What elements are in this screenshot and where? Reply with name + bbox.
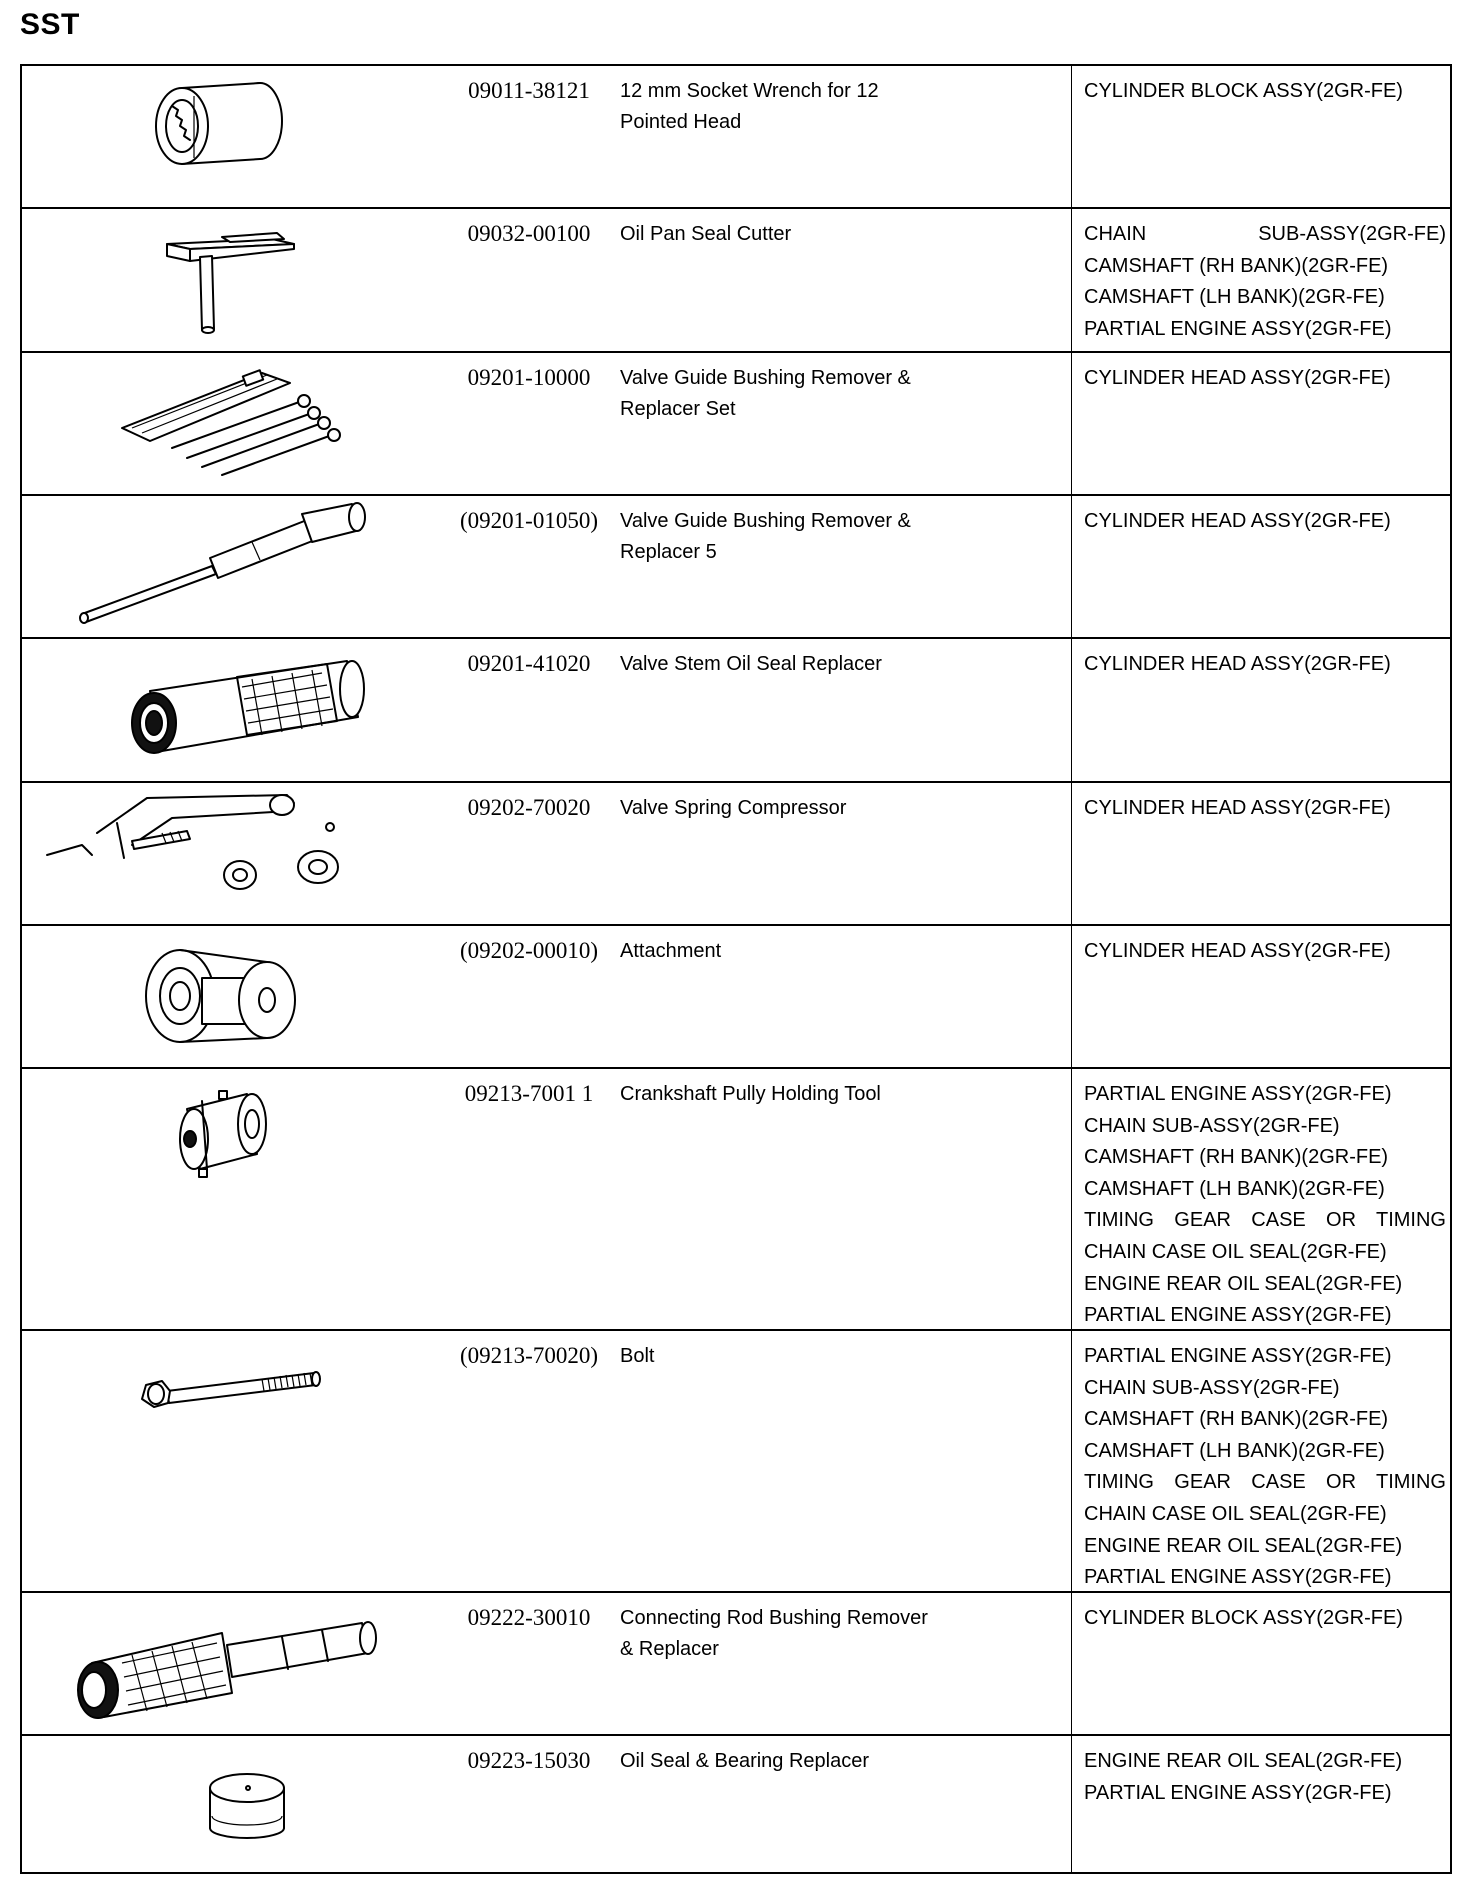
- seal-cutter-icon: [22, 209, 422, 351]
- part-number: 09222-30010: [467, 1605, 591, 1630]
- part-number: (09201-01050): [460, 508, 598, 533]
- part-description: Valve Guide Bushing Remover & Replacer 5: [620, 510, 911, 563]
- table-row: [22, 1593, 1450, 1736]
- part-number: 09202-70020: [467, 795, 591, 820]
- part-number: 09223-15030: [467, 1748, 591, 1773]
- part-number: 09011-38121: [468, 78, 590, 103]
- part-description: Connecting Rod Bushing Remover & Replacer: [620, 1607, 928, 1660]
- part-description: Valve Stem Oil Seal Replacer: [620, 653, 882, 675]
- socket-wrench-icon: [22, 66, 422, 207]
- usage-list: PARTIAL ENGINE ASSY(2GR-FE) CHAIN SUB-ASSY(2GR-FE) CAMSHAFT (RH BANK)(2GR-FE) CAMSHAFT (LH BANK)(2GR-FE) TIMING GEAR CASE OR TIMING CHAIN CASE OIL SEAL(2GR-FE) ENGINE REAR OIL SEAL(2GR-FE) PARTIAL ENGINE ASSY(2GR-FE): [1084, 1083, 1446, 1327]
- usage-list: ENGINE REAR OIL SEAL(2GR-FE) PARTIAL ENGINE ASSY(2GR-FE): [1084, 1750, 1403, 1804]
- table-row: [22, 783, 1450, 926]
- table-row: [22, 353, 1450, 496]
- usage-list: CYLINDER HEAD ASSY(2GR-FE): [1084, 367, 1391, 389]
- bolt-icon: [22, 1331, 422, 1591]
- bushing-set-icon: [22, 353, 422, 494]
- usage-list: CYLINDER BLOCK ASSY(2GR-FE): [1084, 1607, 1403, 1629]
- attachment-icon: [22, 926, 422, 1067]
- rod-bushing-tool-icon: [22, 1593, 422, 1734]
- pulley-holding-tool-icon: [22, 1069, 422, 1329]
- part-description: Valve Spring Compressor: [620, 797, 847, 819]
- column-divider: [1071, 926, 1072, 1067]
- bearing-replacer-icon: [22, 1736, 422, 1872]
- usage-list: CYLINDER HEAD ASSY(2GR-FE): [1084, 510, 1391, 532]
- table-row: [22, 1736, 1450, 1872]
- part-description: Bolt: [620, 1345, 655, 1367]
- part-number: (09202-00010): [460, 938, 598, 963]
- oil-seal-replacer-icon: [22, 639, 422, 781]
- table-row: [22, 66, 1450, 209]
- column-divider: [1071, 1593, 1072, 1734]
- part-number: (09213-70020): [460, 1343, 598, 1368]
- part-description: 12 mm Socket Wrench for 12 Pointed Head: [620, 80, 879, 133]
- usage-list: CYLINDER HEAD ASSY(2GR-FE): [1084, 940, 1391, 962]
- part-number: 09201-41020: [467, 651, 591, 676]
- column-divider: [1071, 1069, 1072, 1329]
- column-divider: [1071, 783, 1072, 924]
- part-description: Oil Seal & Bearing Replacer: [620, 1750, 870, 1772]
- usage-list: CYLINDER HEAD ASSY(2GR-FE): [1084, 653, 1391, 675]
- spring-compressor-icon: [22, 783, 422, 924]
- page-title: SST: [20, 8, 80, 41]
- column-divider: [1071, 209, 1072, 351]
- column-divider: [1071, 66, 1072, 207]
- part-description: Valve Guide Bushing Remover & Replacer Set: [620, 367, 911, 420]
- table-row: [22, 209, 1450, 353]
- column-divider: [1071, 496, 1072, 637]
- table-row: [22, 1069, 1450, 1331]
- table-row: [22, 496, 1450, 639]
- column-divider: [1071, 639, 1072, 781]
- usage-list: PARTIAL ENGINE ASSY(2GR-FE) CHAIN SUB-ASSY(2GR-FE) CAMSHAFT (RH BANK)(2GR-FE) CAMSHAFT (LH BANK)(2GR-FE) TIMING GEAR CASE OR TIMING CHAIN CASE OIL SEAL(2GR-FE) ENGINE REAR OIL SEAL(2GR-FE) PARTIAL ENGINE ASSY(2GR-FE): [1084, 1345, 1446, 1589]
- table-row: [22, 639, 1450, 783]
- column-divider: [1071, 353, 1072, 494]
- part-description: Attachment: [620, 940, 722, 962]
- part-description: Oil Pan Seal Cutter: [620, 223, 792, 245]
- usage-list: CYLINDER BLOCK ASSY(2GR-FE): [1084, 80, 1403, 102]
- table-row: [22, 926, 1450, 1069]
- column-divider: [1071, 1736, 1072, 1872]
- usage-list: CHAIN SUB-ASSY(2GR-FE) CAMSHAFT (RH BANK)(2GR-FE) CAMSHAFT (LH BANK)(2GR-FE) PARTIAL ENGINE ASSY(2GR-FE): [1084, 223, 1446, 340]
- bushing-remover-rod-icon: [22, 496, 422, 637]
- table-row: [22, 1331, 1450, 1593]
- part-number: 09213-7001 1: [464, 1081, 594, 1106]
- usage-list: CYLINDER HEAD ASSY(2GR-FE): [1084, 797, 1391, 819]
- column-divider: [1071, 1331, 1072, 1591]
- part-number: 09032-00100: [467, 221, 591, 246]
- part-description: Crankshaft Pully Holding Tool: [620, 1083, 881, 1105]
- sst-table: [20, 64, 1452, 1874]
- part-number: 09201-10000: [467, 365, 591, 390]
